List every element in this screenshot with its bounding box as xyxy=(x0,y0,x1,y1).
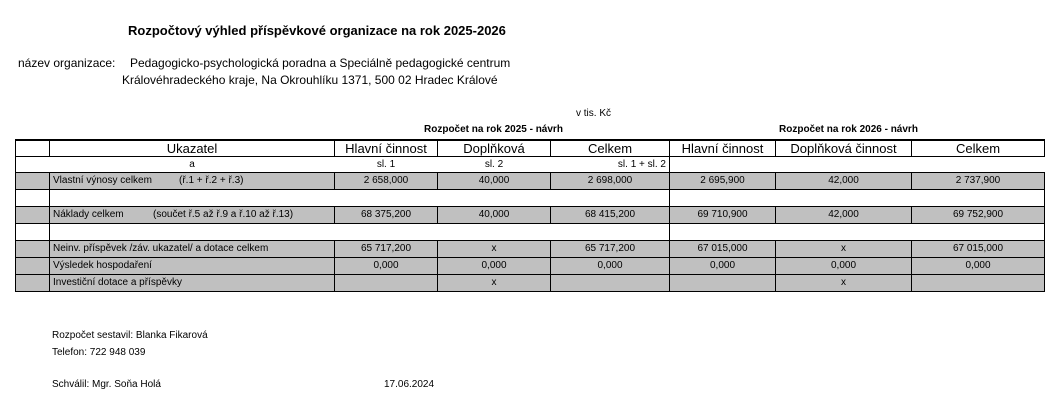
sub-a: a xyxy=(50,157,335,173)
column-number-row xyxy=(16,157,1045,173)
sub-empty-2026b xyxy=(776,157,912,173)
row-label: Vlastní výnosy celkem (ř.1 + ř.2 + ř.3) xyxy=(50,173,335,190)
header-indicator: Ukazatel xyxy=(50,140,335,157)
cell-total-2025: 0,000 xyxy=(551,258,670,275)
header-total-2025: Celkem xyxy=(551,140,670,157)
phone: Telefon: 722 948 039 xyxy=(52,347,146,358)
table-row xyxy=(16,241,1045,258)
org-name-line1: Pedagogicko-psychologická poradna a Speciálně pedagogické centrum xyxy=(130,56,511,70)
cell-main-2026: 0,000 xyxy=(670,258,776,275)
org-name-line2: Královéhradeckého kraje, Na Okrouhlíku 1371, 500 02 Hradec Králové xyxy=(122,73,498,87)
document-title: Rozpočtový výhled příspěvkové organizace na rok 2025-2026 xyxy=(128,23,506,38)
header-main-2025: Hlavní činnost xyxy=(335,140,438,157)
cell-side-2026: 0,000 xyxy=(776,258,912,275)
cell-side-2026: x xyxy=(776,275,912,292)
cell-side-2026: 42,000 xyxy=(776,173,912,190)
row-number-cell xyxy=(16,173,50,190)
cell-total-2026 xyxy=(912,275,1045,292)
column-header-row xyxy=(16,140,1045,157)
spacer-row xyxy=(16,224,1045,241)
table-row xyxy=(16,173,1045,190)
org-label: název organizace: xyxy=(18,56,116,70)
cell-total-2026: 0,000 xyxy=(912,258,1045,275)
row-number-cell xyxy=(16,241,50,258)
sub-sl12: sl. 1 + sl. 2 xyxy=(551,157,670,173)
approved-by: Schválil: Mgr. Soňa Holá xyxy=(52,379,161,390)
cell-total-2026: 67 015,000 xyxy=(912,241,1045,258)
cell-side-2026: 42,000 xyxy=(776,207,912,224)
cell-main-2026: 67 015,000 xyxy=(670,241,776,258)
cell-main-2025: 2 658,000 xyxy=(335,173,438,190)
sub-empty-2026c xyxy=(912,157,1045,173)
group-header-2025: Rozpočet na rok 2025 - návrh xyxy=(424,124,563,135)
cell-main-2026: 2 695,900 xyxy=(670,173,776,190)
group-header-2026: Rozpočet na rok 2026 - návrh xyxy=(779,124,918,135)
table-row xyxy=(16,207,1045,224)
budget-table xyxy=(15,139,1045,292)
table-row xyxy=(16,258,1045,275)
table-row xyxy=(16,275,1045,292)
cell-side-2025: 40,000 xyxy=(438,173,551,190)
sub-empty-2026a xyxy=(670,157,776,173)
sub-empty-cell xyxy=(16,157,50,173)
cell-main-2025: 65 717,200 xyxy=(335,241,438,258)
sub-sl1: sl. 1 xyxy=(335,157,438,173)
cell-main-2025 xyxy=(335,275,438,292)
row-label: Výsledek hospodaření xyxy=(50,258,335,275)
sub-sl2: sl. 2 xyxy=(438,157,551,173)
cell-main-2025: 0,000 xyxy=(335,258,438,275)
cell-total-2025: 65 717,200 xyxy=(551,241,670,258)
header-main-2026: Hlavní činnost xyxy=(670,140,776,157)
prepared-by: Rozpočet sestavil: Blanka Fikarová xyxy=(52,330,208,341)
row-number-cell xyxy=(16,207,50,224)
cell-side-2026: x xyxy=(776,241,912,258)
cell-main-2026 xyxy=(670,275,776,292)
header-side-2025: Doplňková xyxy=(438,140,551,157)
approval-date: 17.06.2024 xyxy=(384,379,435,390)
header-total-2026: Celkem xyxy=(912,140,1045,157)
cell-main-2025: 68 375,200 xyxy=(335,207,438,224)
cell-total-2025: 68 415,200 xyxy=(551,207,670,224)
cell-side-2025: x xyxy=(438,275,551,292)
header-empty-cell xyxy=(16,140,50,157)
cell-total-2026: 69 752,900 xyxy=(912,207,1045,224)
cell-total-2025: 2 698,000 xyxy=(551,173,670,190)
unit-label: v tis. Kč xyxy=(576,108,612,119)
spacer-row xyxy=(16,190,1045,207)
row-label: Náklady celkem (součet ř.5 až ř.9 a ř.10 až ř.13) xyxy=(50,207,335,224)
cell-total-2026: 2 737,900 xyxy=(912,173,1045,190)
cell-side-2025: x xyxy=(438,241,551,258)
row-number-cell xyxy=(16,275,50,292)
cell-side-2025: 0,000 xyxy=(438,258,551,275)
row-number-cell xyxy=(16,258,50,275)
header-side-2026: Doplňková činnost xyxy=(776,140,912,157)
cell-side-2025: 40,000 xyxy=(438,207,551,224)
row-label: Neinv. příspěvek /záv. ukazatel/ a dotace celkem xyxy=(50,241,335,258)
cell-total-2025 xyxy=(551,275,670,292)
row-label: Investiční dotace a příspěvky xyxy=(50,275,335,292)
cell-main-2026: 69 710,900 xyxy=(670,207,776,224)
